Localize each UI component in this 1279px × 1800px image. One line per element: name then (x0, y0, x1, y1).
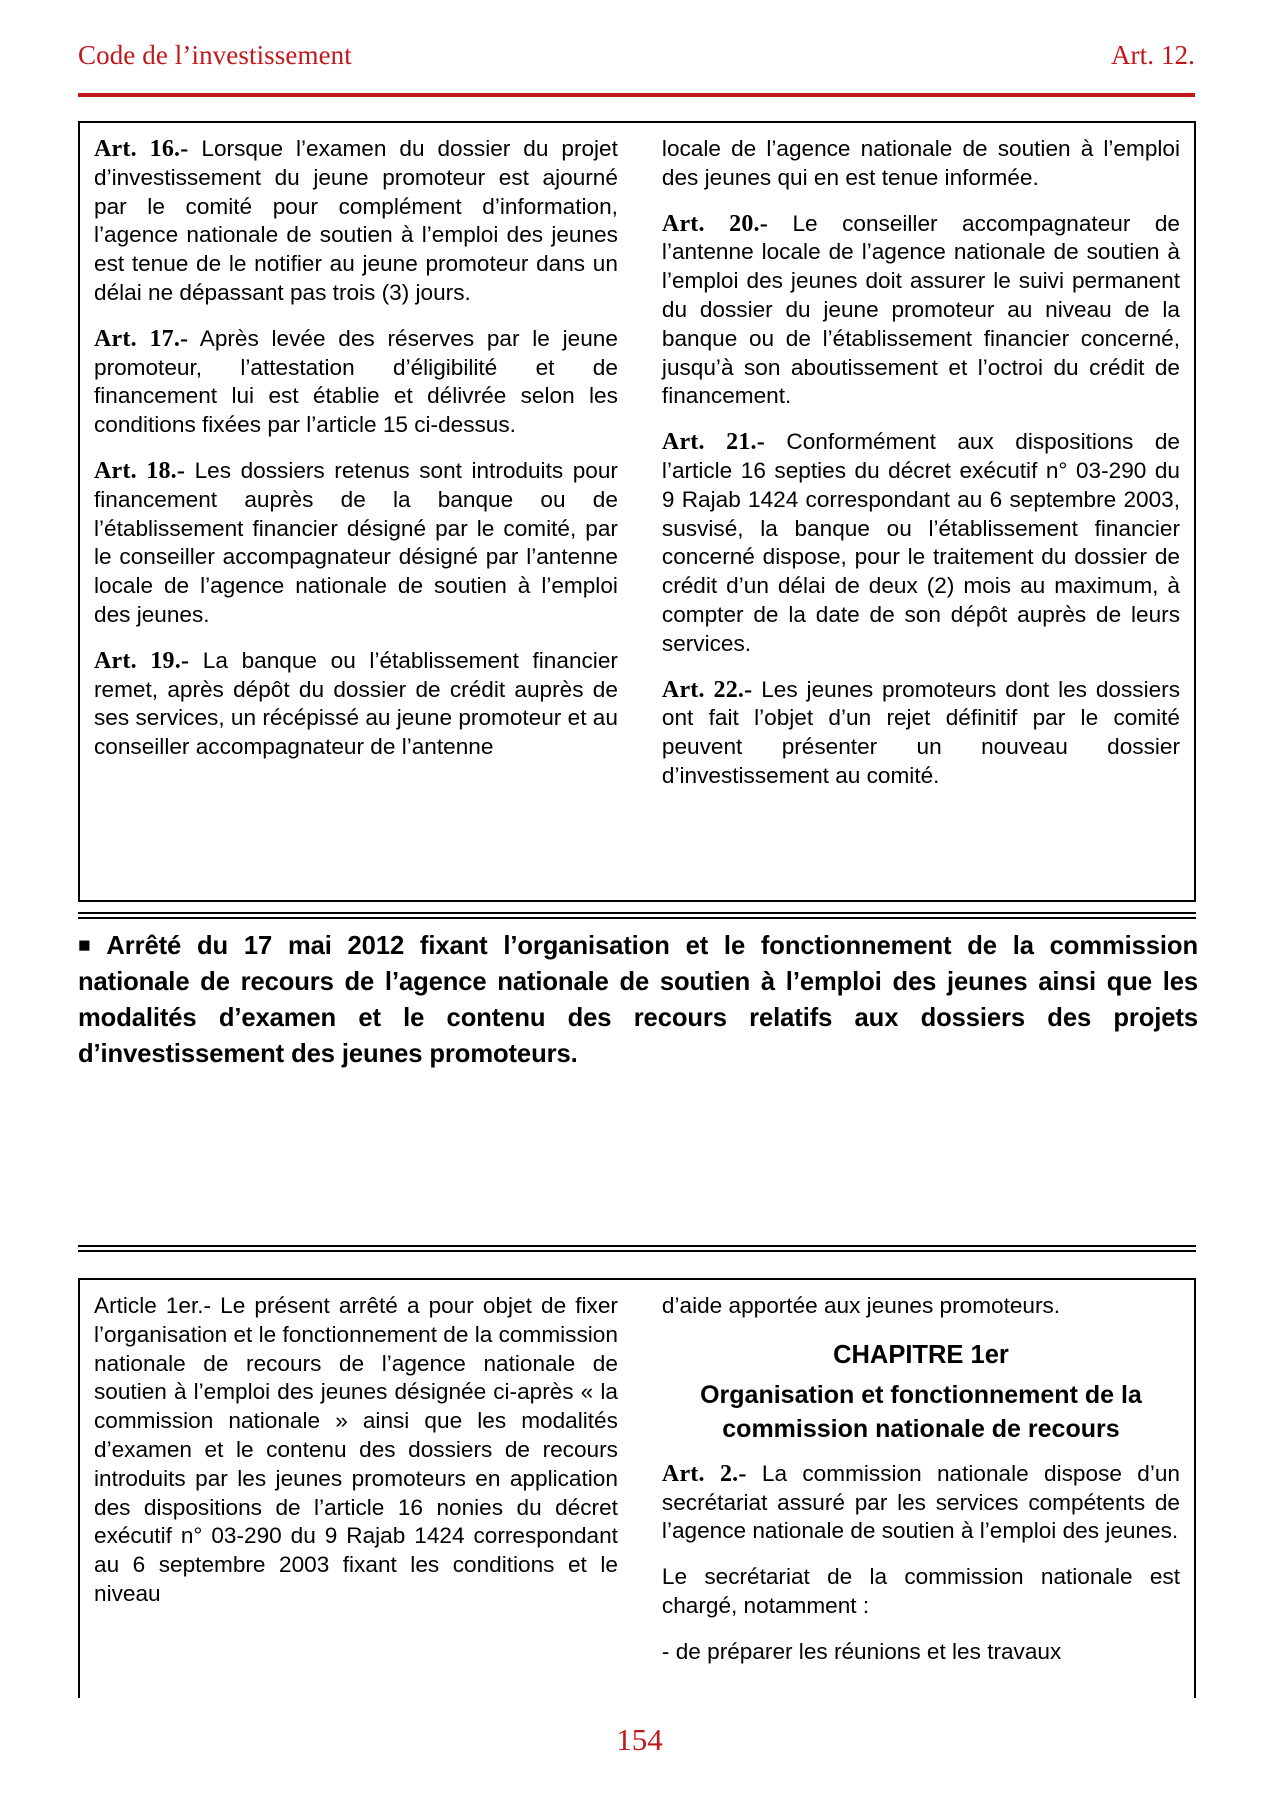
arrete-column-left (94, 1292, 624, 1698)
article-paragraph: Le secrétariat de la commission nationale est chargé, notamment : (661, 1564, 1180, 1618)
article-label: Art. 17.- (94, 325, 189, 352)
running-head-title: Code de l’investissement (78, 40, 352, 70)
article-paragraph (662, 1460, 1180, 1546)
article-paragraph (94, 457, 618, 630)
article-text: locale de l’agence nationale de soutien à l’emploi des jeunes qui en est tenue informée. (661, 136, 1180, 190)
article-text: Conformément aux dispositions de l’article 16 septies du décret exécutif n° 03-290 du 9 Rajab 1424 correspondant au 6 septembre 2003, susvisé, la banque ou l’établissement financier concerné dispose, pour le traitement du dossier de crédit d’un délai de deux (2) mois au maximum, à compter de la date de son dépôt auprès de leurs services. (661, 429, 1180, 656)
running-head (78, 40, 1195, 71)
article-text: Le conseiller accompagnateur de l’antenne locale de l’agence nationale de soutien à l’emploi des jeunes doit assurer le suivi permanent du dossier du jeune promoteur au niveau de la banque ou de l’établissement financier concerné, jusqu’à son aboutissement et l’octroi du crédit de financement. (661, 210, 1180, 409)
section-divider-top (78, 912, 1196, 918)
article-paragraph (662, 428, 1180, 658)
articles-column-right (650, 135, 1180, 890)
article-label: Art. 16.- (94, 136, 189, 162)
two-column-layout (94, 1292, 1180, 1698)
arrete-column-right (650, 1292, 1180, 1698)
articles-column-left (94, 135, 624, 890)
article-paragraph (94, 325, 618, 440)
article-text: Les dossiers retenus sont introduits pour financement auprès de la banque ou de l’établissement financier désigné par le comité, par le conseiller accompagnateur désigné par l’antenne locale de l’agence nationale de soutien à l’emploi des jeunes. (94, 457, 618, 627)
article-label: Art. 20.- (661, 210, 768, 237)
article-paragraph (94, 135, 618, 308)
article-paragraph (662, 676, 1180, 791)
header-rule (78, 93, 1195, 97)
article-text: Lorsque l’examen du dossier du projet d’investissement du jeune promoteur est ajourné par le comité pour complément d’information, l’agence nationale de soutien à l’emploi des jeunes est tenue de le notifier au jeune promoteur dans un délai ne dépassant pas trois (3) jours. (94, 136, 618, 305)
page-number: 154 (616, 1722, 663, 1757)
articles-box (78, 121, 1196, 902)
article-list-item: - de préparer les réunions et les travaux (661, 1638, 1062, 1664)
article-label: Art. 21.- (661, 429, 765, 456)
article-paragraph-continued: d’aide apportée aux jeunes promoteurs. (661, 1293, 1061, 1318)
running-head-article-ref: Art. 12. (1110, 40, 1195, 70)
article-label: Article 1er.- (94, 1293, 212, 1318)
article-label: Art. 18.- (94, 457, 186, 484)
article-text: La banque ou l’établissement financier remet, après dépôt du dossier de crédit auprès de ses services, un récépissé au jeune promoteur et au conseiller accompagnateur de l’antenne (94, 647, 618, 760)
arrete-heading (78, 928, 1198, 1072)
section-divider-bottom (78, 1245, 1196, 1251)
article-label: Art. 19.- (94, 647, 190, 674)
article-paragraph (94, 1292, 618, 1609)
article-text: Les jeunes promoteurs dont les dossiers ont fait l’objet d’un rejet définitif par le comité peuvent présenter un nouveau dossier d’investissement au comité. (661, 676, 1180, 788)
arrete-articles-box (78, 1278, 1196, 1698)
chapter-title: CHAPITRE 1er (833, 1340, 1009, 1369)
article-label: Art. 22.- (661, 676, 753, 703)
article-paragraph-continued (662, 135, 1180, 193)
square-bullet-icon: ■ (78, 934, 100, 957)
article-text: La commission nationale dispose d’un secrétariat assuré par les services compétents de l’agence nationale de soutien à l’emploi des jeunes. (661, 1460, 1180, 1544)
article-text: Après levée des réserves par le jeune promoteur, l’attestation d’éligibilité et de financement lui est établie et délivrée selon les conditions fixées par l’article 15 ci-dessus. (94, 325, 618, 438)
article-paragraph (662, 210, 1180, 412)
two-column-layout (94, 135, 1180, 890)
arrete-heading-text: Arrêté du 17 mai 2012 fixant l’organisation et le fonctionnement de la commission nationale de recours de l’agence nationale de soutien à l’emploi des jeunes ainsi que les modalités d’examen et le contenu des recours relatifs aux dossiers des projets d’investissement des jeunes promoteurs. (78, 932, 1198, 1068)
article-label: Art. 2.- (661, 1460, 747, 1487)
article-text: Le présent arrêté a pour objet de fixer l’organisation et le fonctionnement de la commission nationale de recours de l’agence nationale de soutien à l’emploi des jeunes désignée ci-après « la commission nationale » ainsi que les modalités d’examen et le contenu des dossiers de recours introduits par les jeunes promoteurs en application des dispositions de l’article 16 nonies du décret exécutif n° 03-290 du 9 Rajab 1424 correspondant au 6 septembre 2003 fixant les conditions et le niveau (94, 1293, 618, 1606)
article-paragraph (94, 647, 618, 762)
chapter-subtitle: Organisation et fonctionnement de la commission nationale de recours (700, 1380, 1142, 1443)
